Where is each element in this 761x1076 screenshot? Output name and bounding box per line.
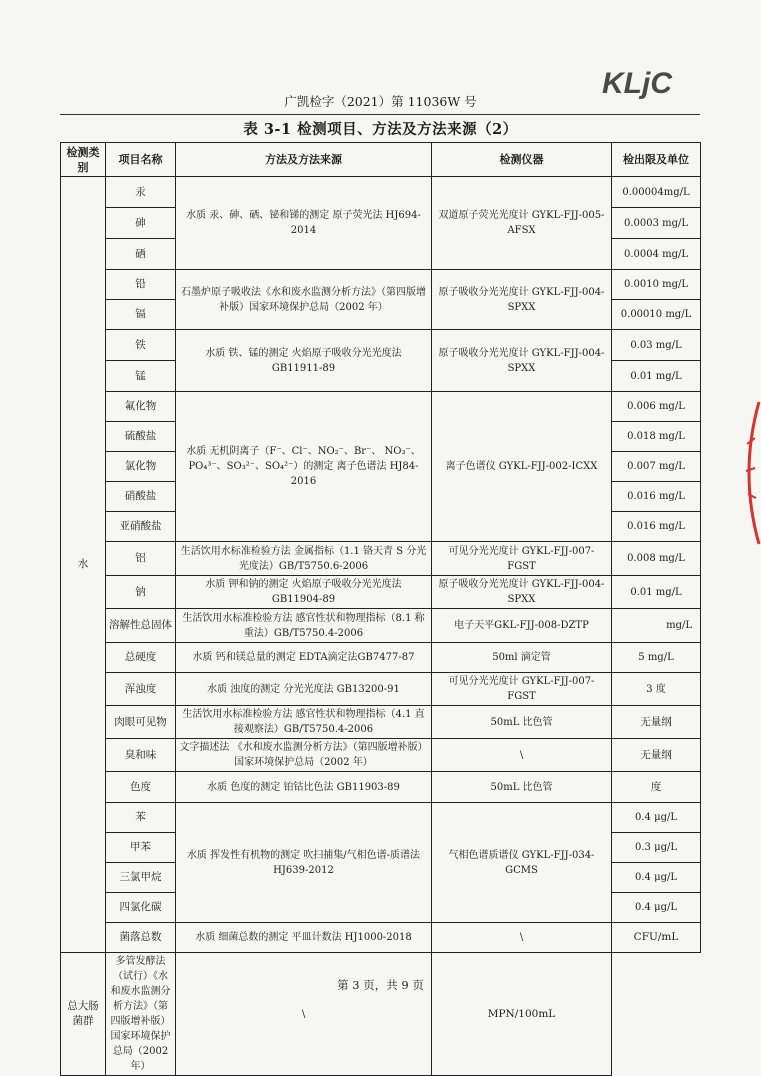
method-cell: 水质 挥发性有机物的测定 吹扫捕集/气相色谱-质谱法 HJ639-2012	[176, 803, 432, 923]
method-cell: 文字描述法 《水和废水监测分析方法》（第四版增补版）国家环境保护总局（2002 年）	[176, 739, 432, 772]
table-title: 表 3-1 检测项目、方法及方法来源（2）	[243, 121, 518, 138]
instrument-cell: 50ml 滴定管	[432, 643, 612, 673]
limit-cell: 0.006 mg/L	[612, 392, 701, 422]
item-name: 铅	[106, 270, 176, 300]
instrument-cell: 可见分光光度计 GYKL-FJJ-007-FGST	[432, 542, 612, 576]
method-cell: 水质 汞、砷、硒、铋和锑的测定 原子荧光法 HJ694-2014	[176, 177, 432, 270]
item-name: 肉眼可见物	[106, 706, 176, 739]
method-cell: 生活饮用水标准检验方法 感官性状和物理指标（8.1 称重法）GB/T5750.4-2006	[176, 609, 432, 643]
table-row	[61, 923, 701, 953]
category-cell: 水	[61, 177, 106, 953]
limit-cell: 无量纲	[612, 706, 701, 739]
limit-cell: 0.0004 mg/L	[612, 239, 701, 270]
item-name: 汞	[106, 177, 176, 208]
item-name: 总大肠菌群	[61, 953, 106, 1076]
item-name: 总硬度	[106, 643, 176, 673]
table-row	[61, 953, 701, 1076]
item-name: 三氯甲烷	[106, 863, 176, 893]
item-name: 锰	[106, 361, 176, 392]
method-cell: 生活饮用水标准检验方法 感官性状和物理指标（4.1 直接观察法）GB/T5750.4-2006	[176, 706, 432, 739]
item-name: 色度	[106, 772, 176, 803]
table-row	[61, 609, 701, 643]
item-name: 亚硝酸盐	[106, 512, 176, 542]
method-cell: 石墨炉原子吸收法《水和废水监测分析方法》（第四版增补版）国家环境保护总局（2002 年）	[176, 270, 432, 330]
item-name: 臭和味	[106, 739, 176, 772]
limit-cell: 无量纲	[612, 739, 701, 772]
limit-cell: 0.01 mg/L	[612, 576, 701, 609]
limit-cell: 0.018 mg/L	[612, 422, 701, 452]
method-cell: 水质 浊度的测定 分光光度法 GB13200-91	[176, 673, 432, 706]
limit-cell: 0.007 mg/L	[612, 452, 701, 482]
limit-cell: 0.00010 mg/L	[612, 300, 701, 330]
limit-cell: 0.4 μg/L	[612, 803, 701, 833]
method-cell: 生活饮用水标准检验方法 金属指标（1.1 铬天青 S 分光光度法）GB/T5750.6-2006	[176, 542, 432, 576]
table-row	[61, 576, 701, 609]
page-number: 第 3 页，共 9 页	[337, 978, 424, 992]
col-header-instrument: 检测仪器	[432, 143, 612, 177]
limit-cell: 3 度	[612, 673, 701, 706]
item-name: 硝酸盐	[106, 482, 176, 512]
logo-text: KLjC	[602, 67, 672, 100]
method-cell: 多管发酵法（试行）《水和废水监测分析方法》（第四版增补版）国家环境保护总局（2002 年）	[106, 953, 176, 1076]
col-header-item: 项目名称	[106, 143, 176, 177]
instrument-cell: 离子色谱仪 GYKL-FJJ-002-ICXX	[432, 392, 612, 542]
limit-cell: CFU/mL	[612, 923, 701, 953]
limit-cell: 0.4 μg/L	[612, 893, 701, 923]
item-name: 甲苯	[106, 833, 176, 863]
item-name: 菌落总数	[106, 923, 176, 953]
method-cell: 水质 色度的测定 铂钴比色法 GB11903-89	[176, 772, 432, 803]
limit-cell: 0.03 mg/L	[612, 330, 701, 361]
limit-cell: 0.016 mg/L	[612, 482, 701, 512]
instrument-cell: 双道原子荧光光度计 GYKL-FJJ-005-AFSX	[432, 177, 612, 270]
limit-cell: 0.008 mg/L	[612, 542, 701, 576]
header-row	[61, 143, 701, 177]
header-rule	[60, 114, 700, 115]
instrument-cell: 可见分光光度计 GYKL-FJJ-007-FGST	[432, 673, 612, 706]
instrument-cell: 原子吸收分光光度计 GYKL-FJJ-004-SPXX	[432, 270, 612, 330]
instrument-cell: \	[432, 739, 612, 772]
instrument-cell: 50mL 比色管	[432, 772, 612, 803]
limit-cell: 0.4 μg/L	[612, 863, 701, 893]
method-cell: 水质 细菌总数的测定 平皿计数法 HJ1000-2018	[176, 923, 432, 953]
methods-table	[60, 142, 701, 1076]
table-row	[61, 803, 701, 833]
item-name: 砷	[106, 208, 176, 239]
col-header-method: 方法及方法来源	[176, 143, 432, 177]
item-name: 铝	[106, 542, 176, 576]
item-name: 镉	[106, 300, 176, 330]
table-row	[61, 270, 701, 300]
item-name: 四氯化碳	[106, 893, 176, 923]
limit-cell: 0.0003 mg/L	[612, 208, 701, 239]
red-seal-stamp	[735, 398, 761, 548]
instrument-cell: \	[432, 923, 612, 953]
instrument-cell: 气相色谱质谱仪 GYKL-FJJ-034-GCMS	[432, 803, 612, 923]
item-name: 硒	[106, 239, 176, 270]
instrument-cell: 电子天平GKL-FJJ-008-DZTP	[432, 609, 612, 643]
item-name: 溶解性总固体	[106, 609, 176, 643]
col-header-category: 检测类别	[61, 143, 106, 177]
limit-cell: 5 mg/L	[612, 643, 701, 673]
item-name: 硫酸盐	[106, 422, 176, 452]
item-name: 苯	[106, 803, 176, 833]
instrument-cell: 50mL 比色管	[432, 706, 612, 739]
table-row	[61, 643, 701, 673]
limit-cell: 0.0010 mg/L	[612, 270, 701, 300]
instrument-cell: 原子吸收分光光度计 GYKL-FJJ-004-SPXX	[432, 330, 612, 392]
table-row	[61, 706, 701, 739]
limit-cell: 0.016 mg/L	[612, 512, 701, 542]
item-name: 氟化物	[106, 392, 176, 422]
limit-cell: 度	[612, 772, 701, 803]
limit-cell: mg/L	[612, 609, 701, 643]
method-cell: 水质 钙和镁总量的测定 EDTA滴定法GB7477-87	[176, 643, 432, 673]
table-row	[61, 177, 701, 208]
item-name: 氯化物	[106, 452, 176, 482]
method-cell: 水质 无机阴离子（F⁻、Cl⁻、NO₂⁻、Br⁻、 NO₃⁻、PO₄³⁻、SO₃²⁻、SO₄²⁻）的测定 离子色谱法 HJ84-2016	[176, 392, 432, 542]
item-name: 浑浊度	[106, 673, 176, 706]
limit-cell: 0.00004mg/L	[612, 177, 701, 208]
item-name: 钠	[106, 576, 176, 609]
table-row	[61, 673, 701, 706]
limit-cell: MPN/100mL	[432, 953, 612, 1076]
limit-cell: 0.01 mg/L	[612, 361, 701, 392]
method-cell: 水质 钾和钠的测定 火焰原子吸收分光光度法 GB11904-89	[176, 576, 432, 609]
table-row	[61, 739, 701, 772]
method-cell: 水质 铁、锰的测定 火焰原子吸收分光光度法 GB11911-89	[176, 330, 432, 392]
limit-cell: 0.3 μg/L	[612, 833, 701, 863]
table-row	[61, 542, 701, 576]
document-number: 广凯检字（2021）第 11036W 号	[284, 94, 477, 109]
table-row	[61, 330, 701, 361]
instrument-cell: \	[176, 953, 432, 1076]
instrument-cell: 原子吸收分光光度计 GYKL-FJJ-004-SPXX	[432, 576, 612, 609]
col-header-limit: 检出限及单位	[612, 143, 701, 177]
table-row	[61, 392, 701, 422]
item-name: 铁	[106, 330, 176, 361]
table-row	[61, 772, 701, 803]
